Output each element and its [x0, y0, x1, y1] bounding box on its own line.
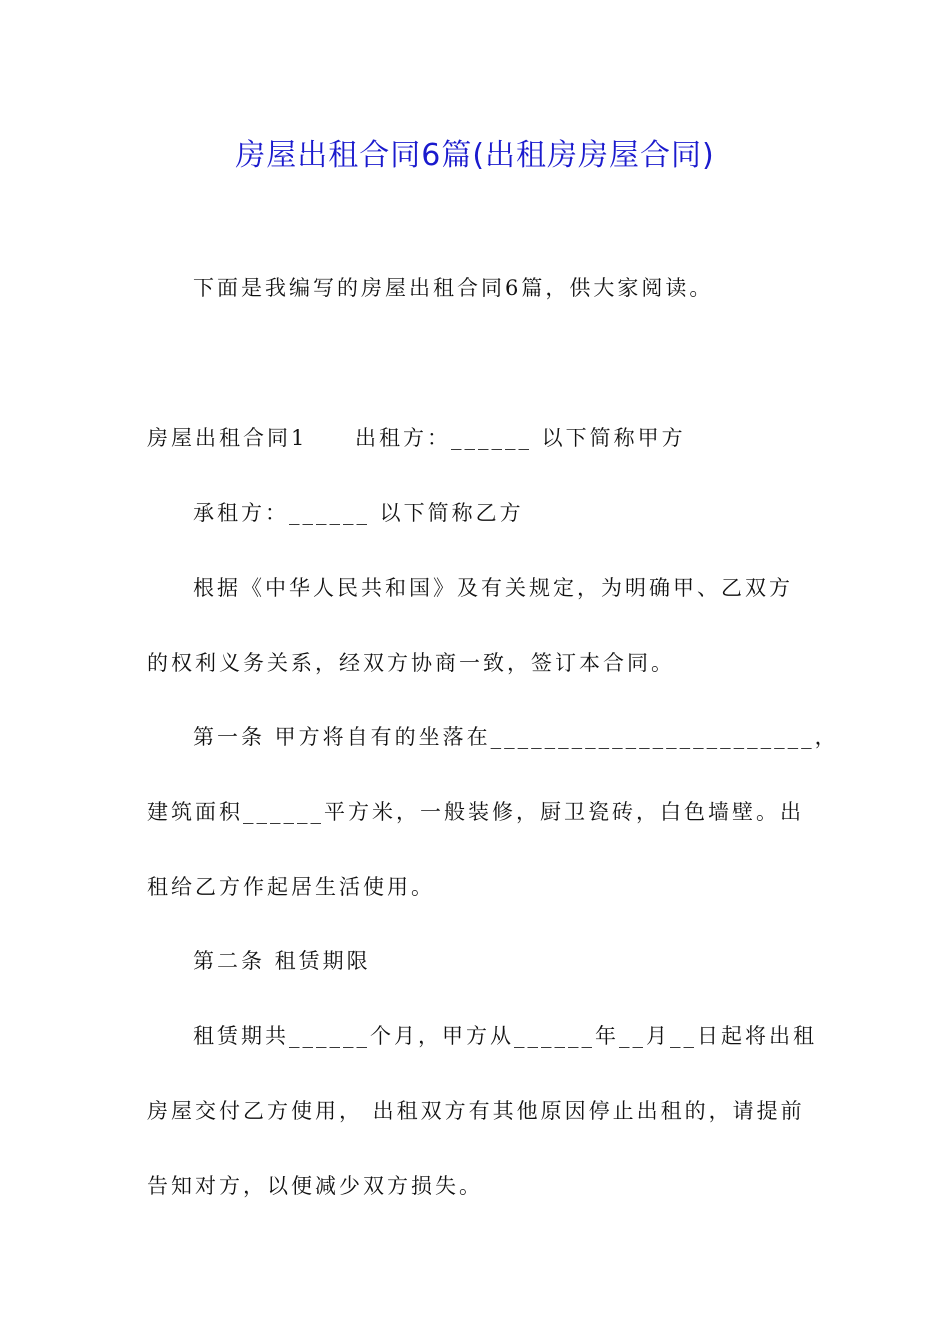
lessor-line: 出租方：______ 以下简称甲方 — [355, 426, 686, 450]
lessee-line: 承租方：______ 以下简称乙方 — [193, 501, 524, 525]
page-title: 房屋出租合同6篇(出租房房屋合同) — [235, 138, 715, 173]
article2-line-1: 租赁期共______个月，甲方从______年__月__日起将出租 — [193, 1024, 817, 1048]
article2-line-2: 房屋交付乙方使用， 出租双方有其他原因停止出租的，请提前 — [147, 1099, 805, 1123]
article2-line-3: 告知对方，以便减少双方损失。 — [147, 1174, 483, 1198]
contract-heading: 房屋出租合同1 — [147, 426, 308, 450]
intro-paragraph: 下面是我编写的房屋出租合同6篇，供大家阅读。 — [193, 276, 714, 300]
article1-line-1: 第一条 甲方将自有的坐落在________________________， — [193, 725, 839, 749]
article1-line-2: 建筑面积______平方米，一般装修，厨卫瓷砖，白色墙壁。出 — [147, 800, 804, 824]
preamble-line-2: 的权利义务关系，经双方协商一致，签订本合同。 — [147, 651, 675, 675]
article1-line-3: 租给乙方作起居生活使用。 — [147, 875, 435, 899]
preamble-line-1: 根据《中华人民共和国》及有关规定，为明确甲、乙双方 — [193, 576, 793, 600]
article2-heading: 第二条 租赁期限 — [193, 949, 371, 973]
